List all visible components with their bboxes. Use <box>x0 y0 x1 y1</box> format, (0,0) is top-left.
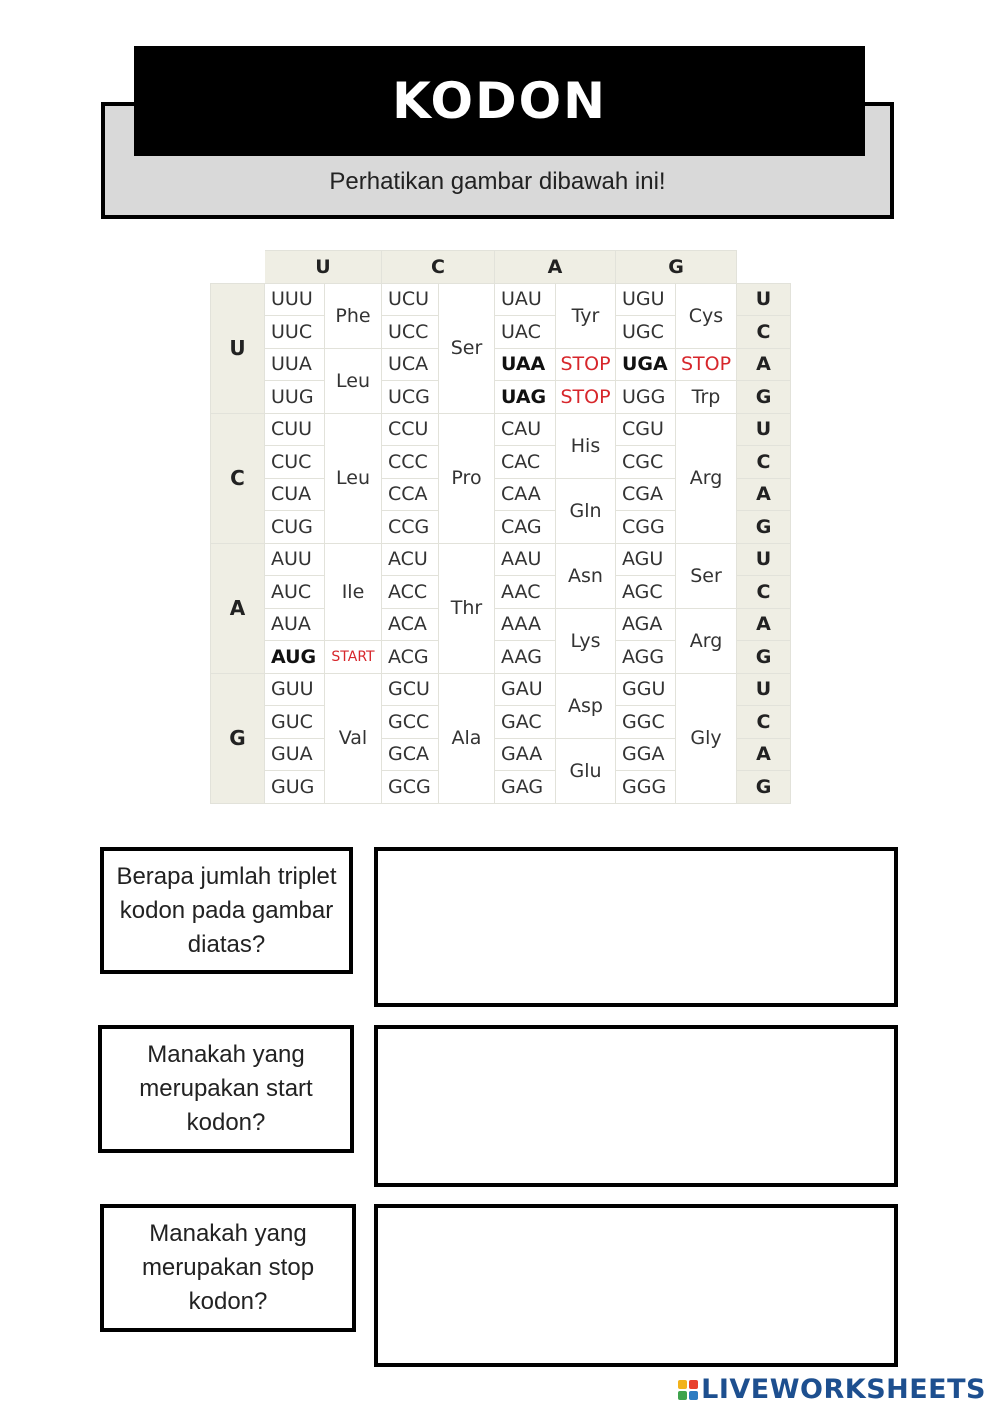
codon-cell: CAU <box>495 413 556 446</box>
question-box <box>100 1204 356 1332</box>
codon-cell: GUG <box>265 771 325 804</box>
question-text: Manakah yang merupakan start kodon? <box>139 1041 313 1136</box>
brand-name: LIVEWORKSHEETS <box>701 1374 986 1405</box>
codon-cell: CGG <box>616 511 676 544</box>
second-base-header: G <box>616 251 737 284</box>
answer-input[interactable] <box>374 847 898 1007</box>
amino-acid-cell: Asp <box>556 673 616 738</box>
codon-cell: AUC <box>265 576 325 609</box>
page-title: KODON <box>134 46 865 156</box>
third-base-label: G <box>737 381 791 414</box>
answer-input[interactable] <box>374 1204 898 1367</box>
liveworksheets-logo-icon <box>678 1380 698 1400</box>
amino-acid-cell: His <box>556 413 616 478</box>
codon-cell: GUC <box>265 706 325 739</box>
stop-label: STOP <box>556 381 616 414</box>
third-base-label: C <box>737 576 791 609</box>
third-base-label: A <box>737 348 791 381</box>
codon-cell: AGG <box>616 641 676 674</box>
first-base-label: C <box>211 413 265 543</box>
third-base-label: A <box>737 738 791 771</box>
codon-cell: CCG <box>382 511 439 544</box>
codon-cell: UCC <box>382 316 439 349</box>
codon-cell: UGU <box>616 283 676 316</box>
start-label: START <box>325 641 382 674</box>
codon-cell: AAA <box>495 608 556 641</box>
logo-square <box>678 1380 687 1389</box>
amino-acid-cell: Phe <box>325 283 382 348</box>
codon-cell: GCG <box>382 771 439 804</box>
codon-cell: GUU <box>265 673 325 706</box>
codon-cell: UAU <box>495 283 556 316</box>
third-base-label: G <box>737 641 791 674</box>
first-base-label: U <box>211 283 265 413</box>
codon-cell: GCU <box>382 673 439 706</box>
codon-cell: CUG <box>265 511 325 544</box>
question-text: Berapa jumlah triplet kodon pada gambar diatas? <box>116 862 337 958</box>
corner-cell <box>737 251 791 284</box>
third-base-label: U <box>737 413 791 446</box>
codon-cell: ACA <box>382 608 439 641</box>
codon-cell: AGC <box>616 576 676 609</box>
codon-cell: UCA <box>382 348 439 381</box>
codon-cell: CUU <box>265 413 325 446</box>
codon-cell: GAU <box>495 673 556 706</box>
amino-acid-cell: Thr <box>439 543 495 673</box>
codon-cell: GGA <box>616 738 676 771</box>
codon-cell: CAA <box>495 478 556 511</box>
codon-cell: GGC <box>616 706 676 739</box>
amino-acid-cell: Ala <box>439 673 495 803</box>
codon-cell: UCG <box>382 381 439 414</box>
codon-cell: GUA <box>265 738 325 771</box>
question-text: Manakah yang merupakan stop kodon? <box>141 1220 315 1315</box>
codon-cell: AAG <box>495 641 556 674</box>
codon-cell: CCA <box>382 478 439 511</box>
codon-cell: UUA <box>265 348 325 381</box>
codon-cell: UUC <box>265 316 325 349</box>
codon-cell: AUU <box>265 543 325 576</box>
amino-acid-cell: Asn <box>556 543 616 608</box>
third-base-label: U <box>737 283 791 316</box>
codon-cell: AGU <box>616 543 676 576</box>
amino-acid-cell: Pro <box>439 413 495 543</box>
answer-input[interactable] <box>374 1025 898 1187</box>
codon-cell: GCA <box>382 738 439 771</box>
stop-codon-cell: UAG <box>495 381 556 414</box>
codon-cell: CAC <box>495 446 556 479</box>
amino-acid-cell: Leu <box>325 413 382 543</box>
third-base-label: U <box>737 673 791 706</box>
amino-acid-cell: Ile <box>325 543 382 641</box>
third-base-label: A <box>737 608 791 641</box>
amino-acid-cell: Arg <box>676 413 737 543</box>
codon-cell: AGA <box>616 608 676 641</box>
third-base-label: C <box>737 446 791 479</box>
codon-cell: GAC <box>495 706 556 739</box>
codon-cell: AUA <box>265 608 325 641</box>
codon-cell: CGC <box>616 446 676 479</box>
codon-cell: UUU <box>265 283 325 316</box>
third-base-label: C <box>737 316 791 349</box>
codon-cell: UAC <box>495 316 556 349</box>
corner-cell <box>211 251 265 284</box>
codon-cell: GCC <box>382 706 439 739</box>
amino-acid-cell: Arg <box>676 608 737 673</box>
third-base-label: A <box>737 478 791 511</box>
codon-cell: GAG <box>495 771 556 804</box>
amino-acid-cell: Glu <box>556 738 616 803</box>
question-box <box>100 847 353 974</box>
second-base-header: C <box>382 251 495 284</box>
codon-cell: CGA <box>616 478 676 511</box>
amino-acid-cell: Trp <box>676 381 737 414</box>
stop-codon-cell: UAA <box>495 348 556 381</box>
third-base-label: U <box>737 543 791 576</box>
amino-acid-cell: Tyr <box>556 283 616 348</box>
amino-acid-cell: Gln <box>556 478 616 543</box>
codon-cell: ACU <box>382 543 439 576</box>
liveworksheets-logo <box>678 1374 986 1405</box>
first-base-label: G <box>211 673 265 803</box>
second-base-header: A <box>495 251 616 284</box>
amino-acid-cell: Val <box>325 673 382 803</box>
amino-acid-cell: Ser <box>439 283 495 413</box>
logo-square <box>678 1391 687 1400</box>
third-base-label: G <box>737 511 791 544</box>
first-base-label: A <box>211 543 265 673</box>
codon-cell: GGG <box>616 771 676 804</box>
codon-cell: CCU <box>382 413 439 446</box>
start-codon-cell: AUG <box>265 641 325 674</box>
amino-acid-cell: Leu <box>325 348 382 413</box>
codon-cell: CUA <box>265 478 325 511</box>
codon-cell: UGG <box>616 381 676 414</box>
codon-cell: ACC <box>382 576 439 609</box>
codon-table <box>210 250 791 804</box>
stop-codon-cell: UGA <box>616 348 676 381</box>
third-base-label: C <box>737 706 791 739</box>
codon-cell: GGU <box>616 673 676 706</box>
amino-acid-cell: Lys <box>556 608 616 673</box>
logo-square <box>689 1391 698 1400</box>
codon-cell: CAG <box>495 511 556 544</box>
page-subtitle: Perhatikan gambar dibawah ini! <box>329 168 666 195</box>
codon-cell: UGC <box>616 316 676 349</box>
third-base-label: G <box>737 771 791 804</box>
codon-cell: CCC <box>382 446 439 479</box>
stop-label: STOP <box>556 348 616 381</box>
second-base-header: U <box>265 251 382 284</box>
codon-cell: AAU <box>495 543 556 576</box>
logo-square <box>689 1380 698 1389</box>
codon-cell: AAC <box>495 576 556 609</box>
amino-acid-cell: Gly <box>676 673 737 803</box>
codon-cell: ACG <box>382 641 439 674</box>
stop-label: STOP <box>676 348 737 381</box>
codon-cell: CGU <box>616 413 676 446</box>
codon-cell: UCU <box>382 283 439 316</box>
codon-cell: CUC <box>265 446 325 479</box>
amino-acid-cell: Cys <box>676 283 737 348</box>
codon-cell: UUG <box>265 381 325 414</box>
question-box <box>98 1025 354 1153</box>
codon-cell: GAA <box>495 738 556 771</box>
amino-acid-cell: Ser <box>676 543 737 608</box>
